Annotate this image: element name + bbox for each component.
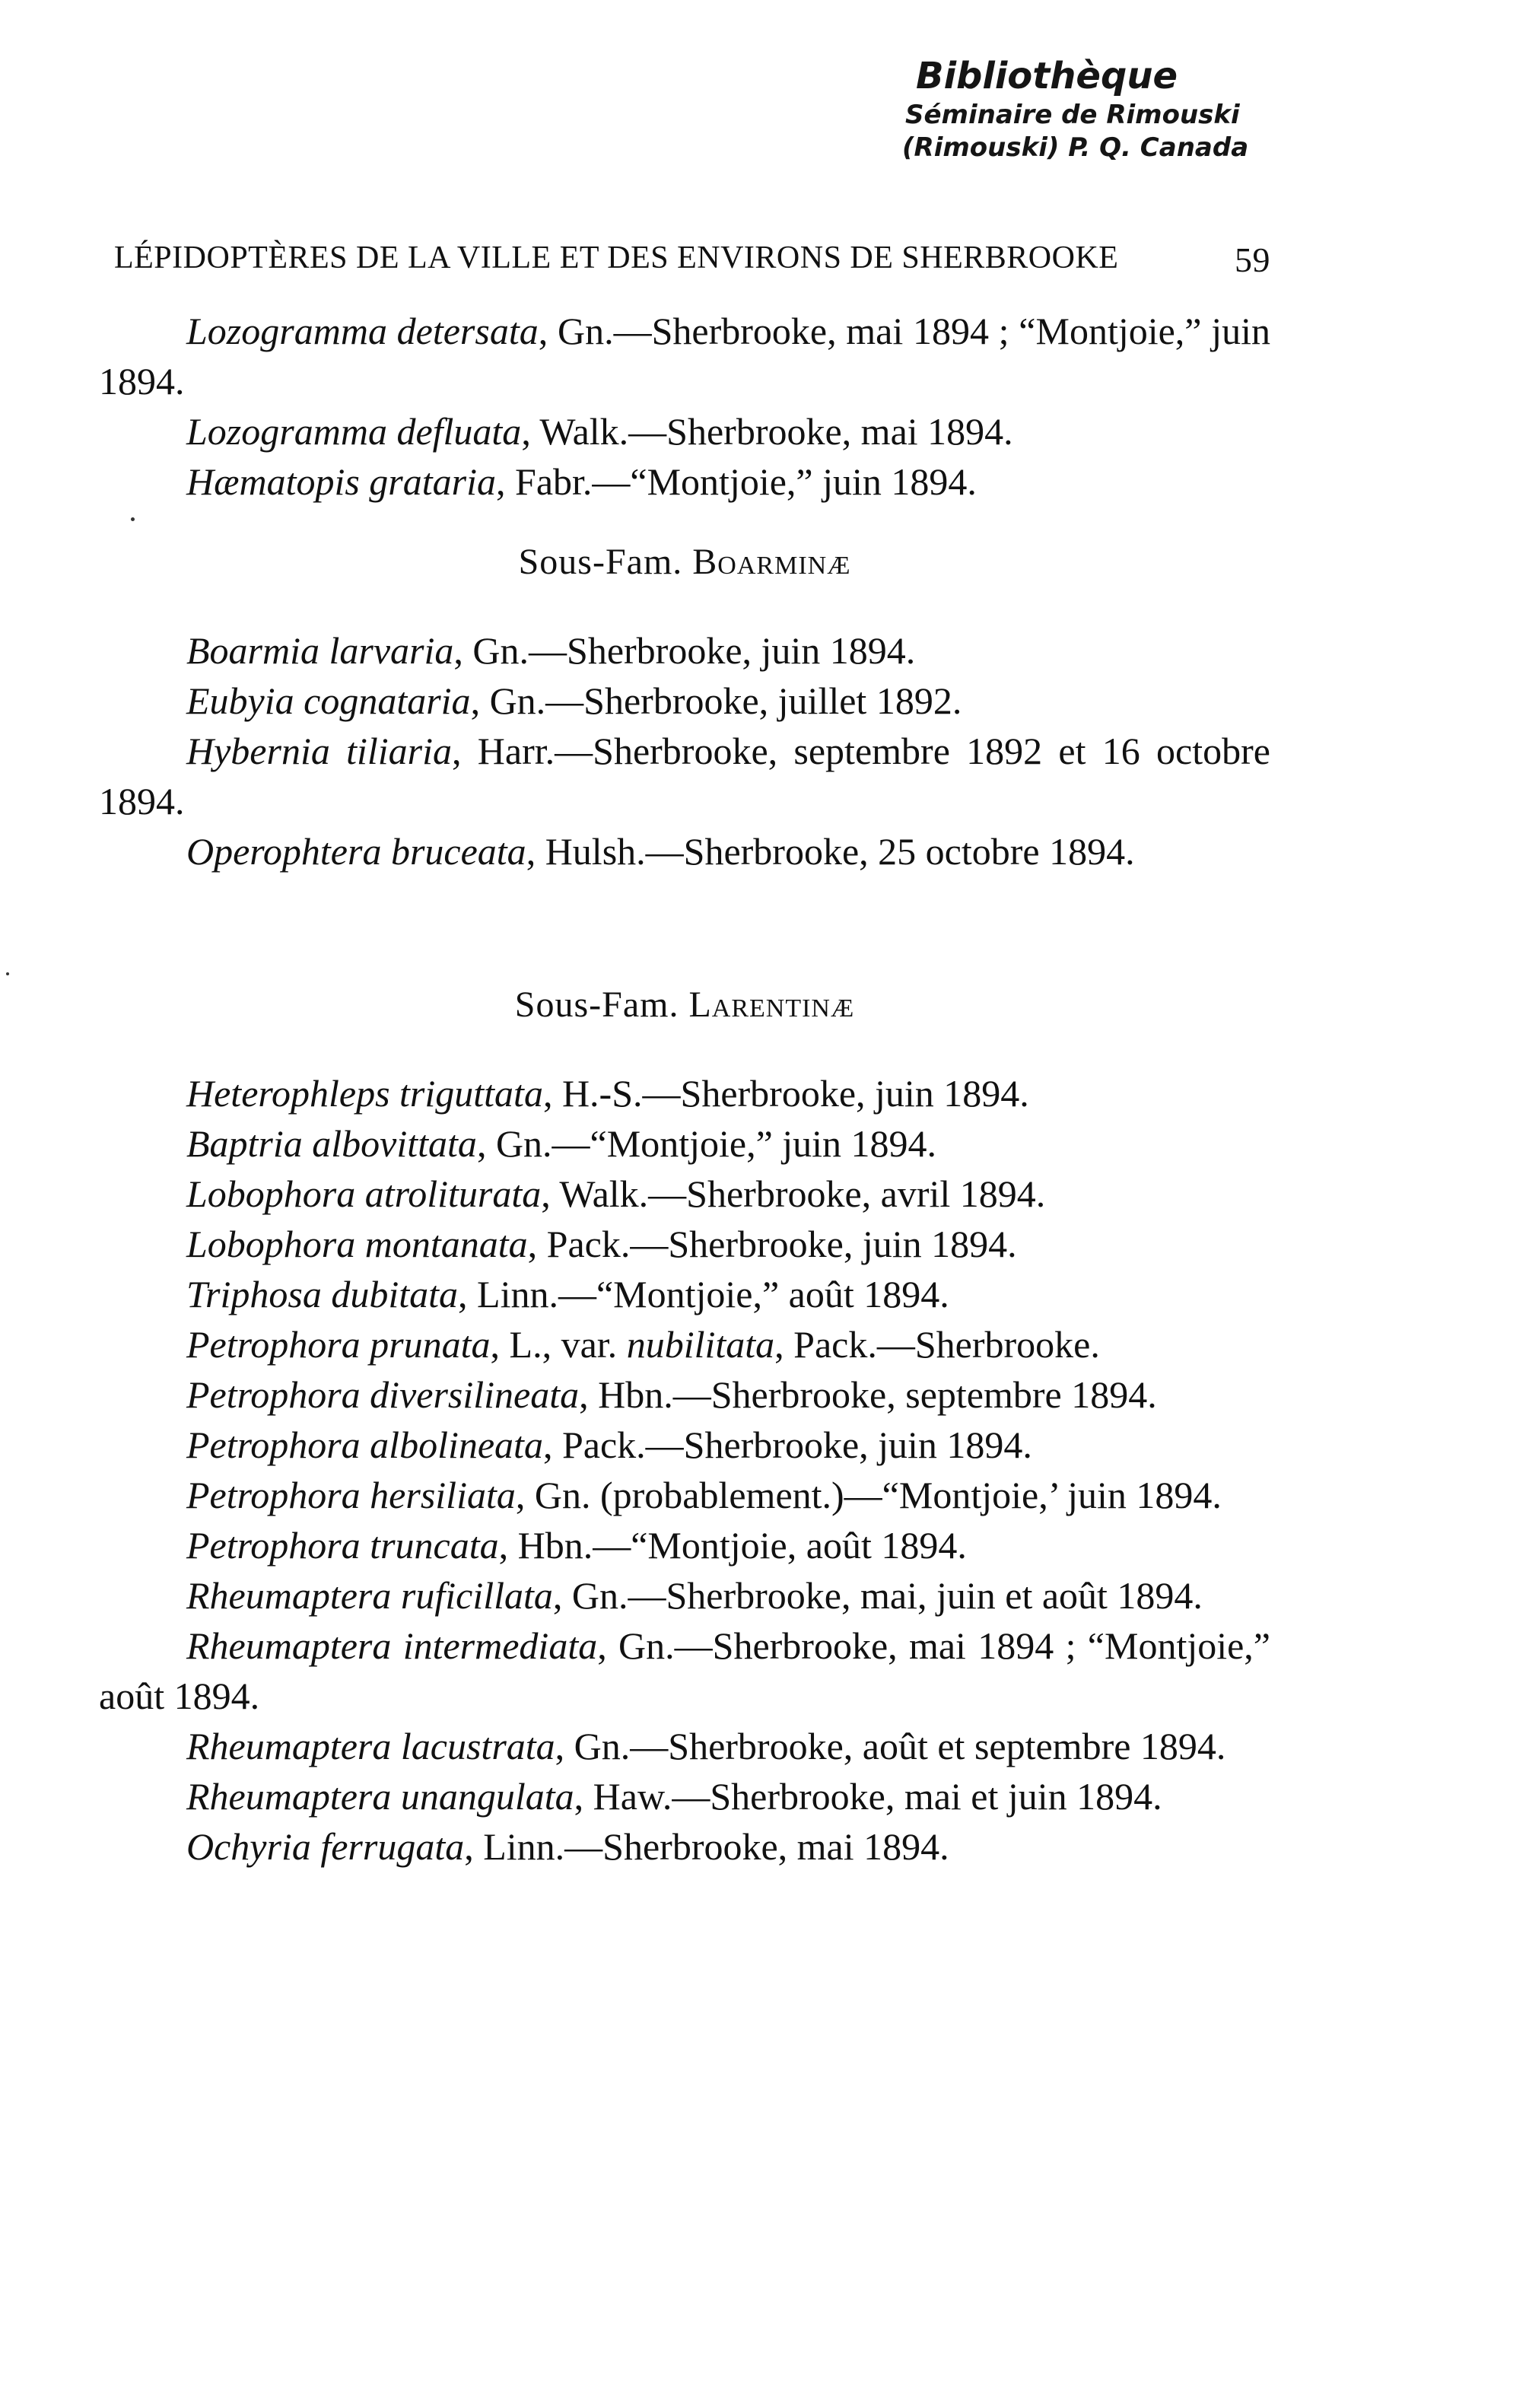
entry-details: , Linn.—“Montjoie,” août 1894.: [458, 1273, 949, 1315]
species-entry: [99, 1721, 1270, 1771]
entry-details: , Hulsh.—Sherbrooke, 25 octobre 1894.: [526, 830, 1135, 873]
species-entry: [99, 1219, 1270, 1269]
species-entry: [99, 726, 1270, 826]
print-speck: [131, 517, 135, 521]
species-entry: [99, 1821, 1270, 1872]
species-entry: [99, 625, 1270, 676]
species-name: Eubyia cognataria: [186, 679, 471, 722]
species-entry: [99, 1169, 1270, 1219]
running-title: LÉPIDOPTÈRES DE LA VILLE ET DES ENVIRONS DE SHERBROOKE: [114, 240, 1119, 275]
species-name: Petrophora diversilineata: [186, 1373, 580, 1416]
library-stamp: [902, 53, 1301, 164]
variety-name: nubilitata: [626, 1323, 775, 1366]
species-entry: [99, 1319, 1270, 1369]
species-name: Lobophora montanata: [186, 1223, 528, 1265]
entry-details: , Gn.—Sherbrooke, août et septembre 1894.: [555, 1725, 1226, 1767]
entry-details: , Gn.—“Montjoie,” juin 1894.: [476, 1122, 937, 1165]
print-speck: [6, 972, 9, 975]
species-entry: [99, 306, 1270, 406]
entry-details: , Walk.—Sherbrooke, mai 1894.: [521, 410, 1013, 453]
species-name: Lozogramma defluata: [186, 410, 522, 453]
species-entry: [99, 1570, 1270, 1621]
entry-details: , Gn. (probablement.)—“Montjoie,’ juin 1894.: [515, 1474, 1222, 1516]
species-entry: [99, 1068, 1270, 1118]
species-entry: [99, 1420, 1270, 1470]
species-name: Operophtera bruceata: [186, 830, 526, 873]
species-name: Rheumaptera unangulata: [186, 1775, 574, 1818]
species-entry: [99, 1118, 1270, 1169]
subfamily-name: Boarminæ: [692, 542, 851, 582]
species-name: Petrophora hersiliata: [186, 1474, 516, 1516]
species-entry: [99, 676, 1270, 726]
species-name: Hæmatopis grataria: [186, 460, 497, 503]
species-entry: [99, 1269, 1270, 1319]
species-name: Petrophora albolineata: [186, 1423, 543, 1466]
species-name: Lozogramma detersata: [186, 310, 539, 352]
species-entry: [99, 1470, 1270, 1520]
subfamily-prefix: Sous-Fam.: [518, 542, 683, 582]
entry-details: , Gn.—Sherbrooke, juin 1894.: [453, 629, 916, 672]
stamp-seminary: Séminaire de Rimouski: [905, 100, 1240, 130]
subfamily-heading-larentinae: [99, 980, 1270, 1030]
entry-details: , Pack.—Sherbrooke.: [774, 1323, 1100, 1366]
entry-details: , Fabr.—“Montjoie,” juin 1894.: [496, 460, 977, 503]
stamp-location: (Rimouski) P. Q. Canada: [902, 132, 1249, 163]
entry-details: , Hbn.—“Montjoie, août 1894.: [498, 1524, 967, 1567]
entry-details: , Haw.—Sherbrooke, mai et juin 1894.: [574, 1775, 1162, 1818]
stamp-library-name: Bibliothèque: [916, 55, 1178, 97]
species-name: Rheumaptera ruficillata: [186, 1574, 553, 1617]
species-name: Petrophora truncata: [186, 1524, 499, 1567]
species-name: Rheumaptera lacustrata: [186, 1725, 555, 1767]
subfamily-name: Larentinæ: [688, 985, 855, 1025]
species-name: Petrophora prunata: [186, 1323, 491, 1366]
species-name: Triphosa dubitata: [186, 1273, 459, 1315]
species-name: Boarmia larvaria: [186, 629, 454, 672]
entry-details: , Pack.—Sherbrooke, juin 1894.: [542, 1423, 1032, 1466]
entry-details: , Gn.—Sherbrooke, mai 1894 ; “Montjoie,” juin 1894.: [99, 310, 1270, 402]
species-name: Rheumaptera intermediata: [186, 1624, 598, 1667]
entry-details: , Gn.—Sherbrooke, mai, juin et août 1894.: [552, 1574, 1203, 1617]
species-name: Heterophleps triguttata: [186, 1072, 543, 1115]
entry-details: , Gn.—Sherbrooke, mai 1894 ; “Montjoie,” août 1894.: [99, 1624, 1271, 1717]
entry-details: , Linn.—Sherbrooke, mai 1894.: [464, 1825, 949, 1868]
page-number: 59: [1235, 240, 1270, 279]
entry-details: , Hbn.—Sherbrooke, septembre 1894.: [579, 1373, 1157, 1416]
species-entry: [99, 1520, 1270, 1570]
subfamily-heading-boarminae: [99, 537, 1270, 587]
entry-details: , Harr.—Sherbrooke, septembre 1892 et 16 octobre 1894.: [99, 730, 1270, 822]
page-body: [99, 289, 1270, 1872]
species-entry: [99, 826, 1270, 876]
species-name: Lobophora atroliturata: [186, 1172, 542, 1215]
species-entry: [99, 1771, 1270, 1821]
entry-details: , L., var.: [490, 1323, 627, 1366]
subfamily-prefix: Sous-Fam.: [514, 985, 679, 1025]
species-entry: [99, 1369, 1270, 1420]
entry-details: , Walk.—Sherbrooke, avril 1894.: [541, 1172, 1046, 1215]
species-entry: [99, 456, 1270, 507]
entry-details: , H.-S.—Sherbrooke, juin 1894.: [542, 1072, 1029, 1115]
species-entry: [99, 406, 1270, 456]
entry-details: , Pack.—Sherbrooke, juin 1894.: [527, 1223, 1017, 1265]
species-name: Ochyria ferrugata: [186, 1825, 465, 1868]
entry-details: , Gn.—Sherbrooke, juillet 1892.: [470, 679, 962, 722]
running-header: [114, 240, 1270, 280]
species-name: Baptria albovittata: [186, 1122, 477, 1165]
species-name: Hybernia tiliaria: [186, 730, 453, 772]
species-entry: [99, 1621, 1270, 1721]
